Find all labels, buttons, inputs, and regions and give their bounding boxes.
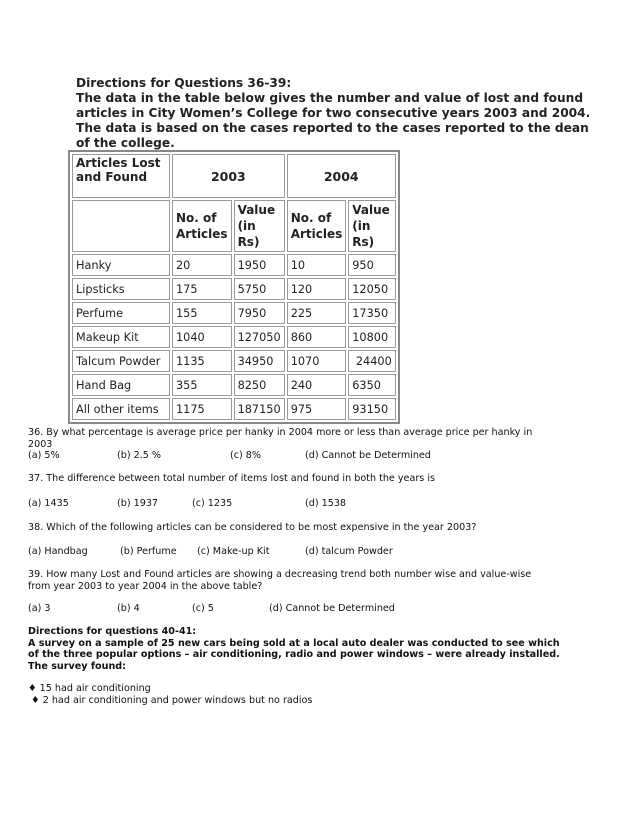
question-36-options <box>28 450 588 462</box>
option-b: (b) 2.5 % <box>117 450 162 461</box>
directions-36-39 <box>76 76 596 151</box>
option-a: (a) 3 <box>28 603 51 614</box>
value-2004: 93150 <box>348 398 396 420</box>
item-name: Perfume <box>72 302 170 324</box>
value-2003: 1950 <box>234 254 285 276</box>
value-2004: 950 <box>348 254 396 276</box>
lost-found-table-container <box>68 150 400 424</box>
directions-heading: Directions for Questions 36-39: <box>76 76 292 90</box>
value-2004: 6350 <box>348 374 396 396</box>
item-name: Makeup Kit <box>72 326 170 348</box>
table-row <box>72 374 396 396</box>
value-2003: 7950 <box>234 302 285 324</box>
lost-found-table <box>68 150 400 424</box>
questions-section <box>28 427 588 707</box>
finding-item: ♦ 15 had air conditioning <box>28 683 151 694</box>
subheader-value-2003: Value (in Rs) <box>234 200 285 252</box>
articles-2003: 155 <box>172 302 232 324</box>
table-row <box>72 398 396 420</box>
corner-header: Articles Lost and Found <box>72 154 170 198</box>
value-2004: 17350 <box>348 302 396 324</box>
question-39-options <box>28 603 588 615</box>
articles-2003: 1175 <box>172 398 232 420</box>
item-name: Hanky <box>72 254 170 276</box>
directions-text: The data in the table below gives the number and value of lost and found articles in City Women’s College for two consecutive years 2003 and 2004. The data is based on the cases reported to the cases reported to the dean of the college. <box>76 91 591 150</box>
value-2003: 187150 <box>234 398 285 420</box>
articles-2004: 1070 <box>287 350 347 372</box>
item-name: Hand Bag <box>72 374 170 396</box>
option-a: (a) 1435 <box>28 498 69 509</box>
question-36: 36. By what percentage is average price per hanky in 2004 more or less than average price per hanky in 2003 <box>28 427 533 450</box>
articles-2004: 10 <box>287 254 347 276</box>
option-b: (b) 4 <box>117 603 140 614</box>
articles-2004: 860 <box>287 326 347 348</box>
question-38-options <box>28 546 588 558</box>
table-row <box>72 326 396 348</box>
articles-2003: 175 <box>172 278 232 300</box>
option-a: (a) 5% <box>28 450 60 461</box>
empty-subheader-cell <box>72 200 170 252</box>
table-row <box>72 278 396 300</box>
option-c: (c) 5 <box>192 603 214 614</box>
value-2004: 12050 <box>348 278 396 300</box>
option-d: (d) talcum Powder <box>305 546 393 557</box>
question-39: 39. How many Lost and Found articles are showing a decreasing trend both number wise and value-wise from year 2003 to year 2004 in the above table? <box>28 569 532 592</box>
articles-2003: 1040 <box>172 326 232 348</box>
articles-2004: 975 <box>287 398 347 420</box>
item-name: Talcum Powder <box>72 350 170 372</box>
option-b: (b) 1937 <box>117 498 159 509</box>
year-header-2004: 2004 <box>287 154 396 198</box>
question-37: 37. The difference between total number of items lost and found in both the years is <box>28 473 435 484</box>
articles-2004: 120 <box>287 278 347 300</box>
option-c: (c) 8% <box>230 450 262 461</box>
question-38: 38. Which of the following articles can be considered to be most expensive in the year 2003? <box>28 522 477 533</box>
table-row <box>72 350 396 372</box>
item-name: Lipsticks <box>72 278 170 300</box>
table-row <box>72 302 396 324</box>
articles-2003: 355 <box>172 374 232 396</box>
finding-item: ♦ 2 had air conditioning and power windows but no radios <box>28 695 313 706</box>
option-d: (d) 1538 <box>305 498 347 509</box>
value-2004: 24400 <box>348 350 396 372</box>
option-d: (d) Cannot be Determined <box>269 603 395 614</box>
value-2003: 5750 <box>234 278 285 300</box>
articles-2004: 225 <box>287 302 347 324</box>
articles-2004: 240 <box>287 374 347 396</box>
option-a: (a) Handbag <box>28 546 88 557</box>
item-name: All other items <box>72 398 170 420</box>
option-d: (d) Cannot be Determined <box>305 450 431 461</box>
directions-40-41-heading: Directions for questions 40-41: <box>28 626 197 637</box>
question-37-options <box>28 498 588 510</box>
table-row <box>72 254 396 276</box>
subheader-articles-2004: No. of Articles <box>287 200 347 252</box>
option-c: (c) Make-up Kit <box>197 546 270 557</box>
value-2003: 8250 <box>234 374 285 396</box>
articles-2003: 1135 <box>172 350 232 372</box>
option-c: (c) 1235 <box>192 498 233 509</box>
subheader-articles-2003: No. of Articles <box>172 200 232 252</box>
articles-2003: 20 <box>172 254 232 276</box>
option-b: (b) Perfume <box>120 546 177 557</box>
subheader-value-2004: Value (in Rs) <box>348 200 396 252</box>
value-2003: 34950 <box>234 350 285 372</box>
value-2004: 10800 <box>348 326 396 348</box>
year-header-2003: 2003 <box>172 154 285 198</box>
value-2003: 127050 <box>234 326 285 348</box>
directions-40-41-text: A survey on a sample of 25 new cars being sold at a local auto dealer was conducted to see which of the three popular options – air conditioning, radio and power windows – were already installed. The survey found: <box>28 637 560 672</box>
